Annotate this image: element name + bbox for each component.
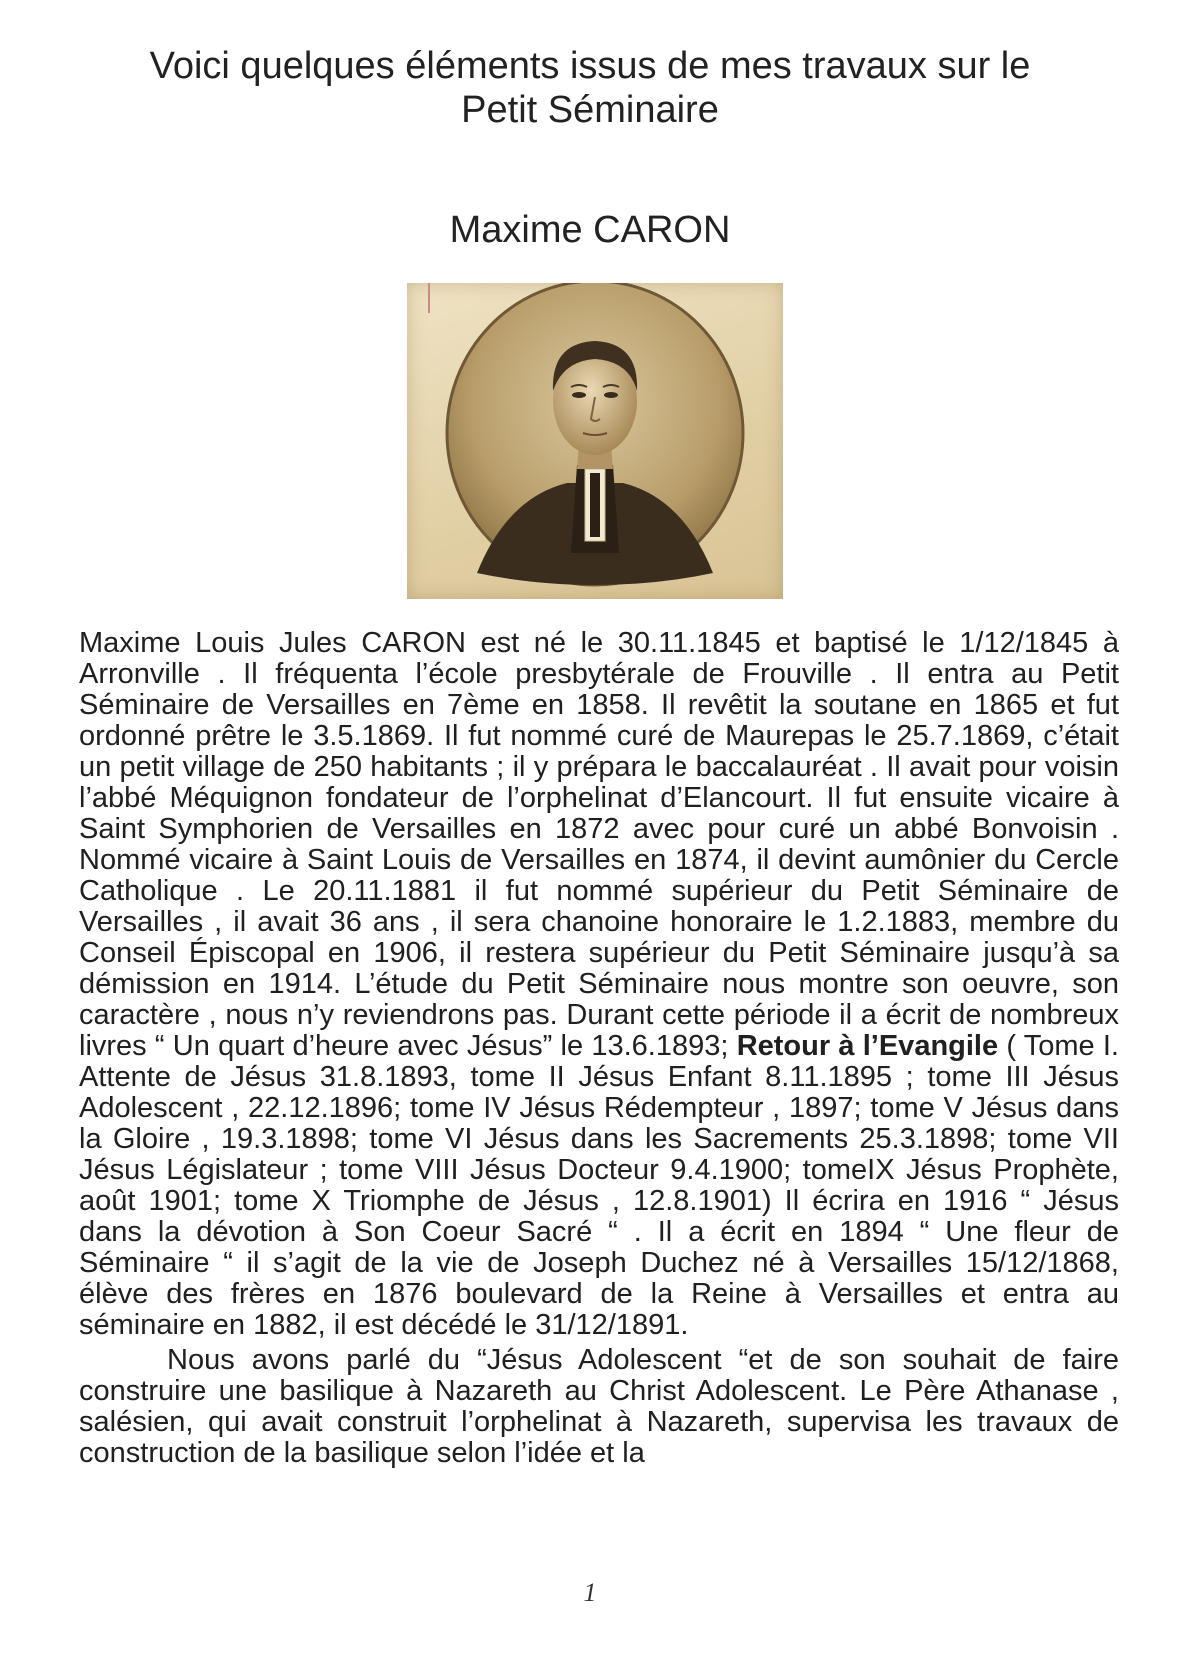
biography-paragraph-2: Nous avons parlé du “Jésus Adolescent “et de son souhait de faire construire une basilique à Nazareth au Christ Adolescent. Le Père Athanase , salésien, qui avait construit l’orphelinat à Nazareth, supervisa les travaux de construction de la basilique selon l’idée et la xyxy=(79,1344,1119,1469)
portrait-photo xyxy=(407,283,783,599)
biography-text xyxy=(79,628,1119,1469)
intro-heading xyxy=(60,44,1120,132)
biography-paragraph-1-start: Maxime Louis Jules CARON est né le 30.11.1845 et baptisé le 1/12/1845 à Arronville . Il fréquenta l’école presbytérale de Frouville . Il entra au Petit Séminaire de Versailles en 7ème en 1858. Il revêtit la soutane en 1865 et fut ordonné prêtre le 3.5.1869. Il fut nommé curé de Maurepas le 25.7.1869, c’était un petit village de 250 habitants ; il y prépara le baccalauréat . Il avait pour voisin l’abbé Méquignon fondateur de l’orphelinat d’Elancourt. Il fut ensuite vicaire à Saint Symphorien de Versailles en 1872 avec pour curé un abbé Bonvoisin . Nommé vicaire à Saint Louis de Versailles en 1874, il devint aumônier du Cercle Catholique . Le 20.11.1881 il fut nommé supérieur du Petit Séminaire de Versailles , il avait 36 ans , il sera chanoine honoraire le 1.2.1883, membre du Conseil Épiscopal en 1906, il restera supérieur du Petit Séminaire jusqu’à sa démission en 1914. L’étude du Petit Séminaire nous montre son oeuvre, son caractère , nous n’y reviendrons pas. Durant cette période il a écrit de nombreux livres “ Un quart d’heure avec Jésus” le 13.6.1893; xyxy=(79,627,1119,1062)
book-title-retour-evangile: Retour à l’Evangile xyxy=(736,1030,999,1062)
person-name-heading: Maxime CARON xyxy=(449,209,731,251)
biography-paragraph-1 xyxy=(79,628,1119,1341)
page-number: 1 xyxy=(583,1578,597,1607)
intro-line-1: Voici quelques éléments issus de mes travaux sur le xyxy=(149,45,1031,87)
biography-paragraph-1-end: ( Tome I. Attente de Jésus 31.8.1893, tome II Jésus Enfant 8.11.1895 ; tome III Jésus Adolescent , 22.12.1896; tome IV Jésus Rédempteur , 1897; tome V Jésus dans la Gloire , 19.3.1898; tome VI Jésus dans les Sacrements 25.3.1898; tome VII Jésus Législateur ; tome VIII Jésus Docteur 9.4.1900; tomeIX Jésus Prophète, août 1901; tome X Triomphe de Jésus , 12.8.1901) Il écrira en 1916 “ Jésus dans la dévotion à Son Coeur Sacré “ . Il a écrit en 1894 “ Une fleur de Séminaire “ il s’agit de la vie de Joseph Duchez né à Versailles 15/12/1868, élève des frères en 1876 boulevard de la Reine à Versailles et entra au séminaire en 1882, il est décédé le 31/12/1891. xyxy=(79,1030,1119,1341)
portrait-illustration xyxy=(407,283,783,599)
intro-line-2: Petit Séminaire xyxy=(461,89,719,131)
